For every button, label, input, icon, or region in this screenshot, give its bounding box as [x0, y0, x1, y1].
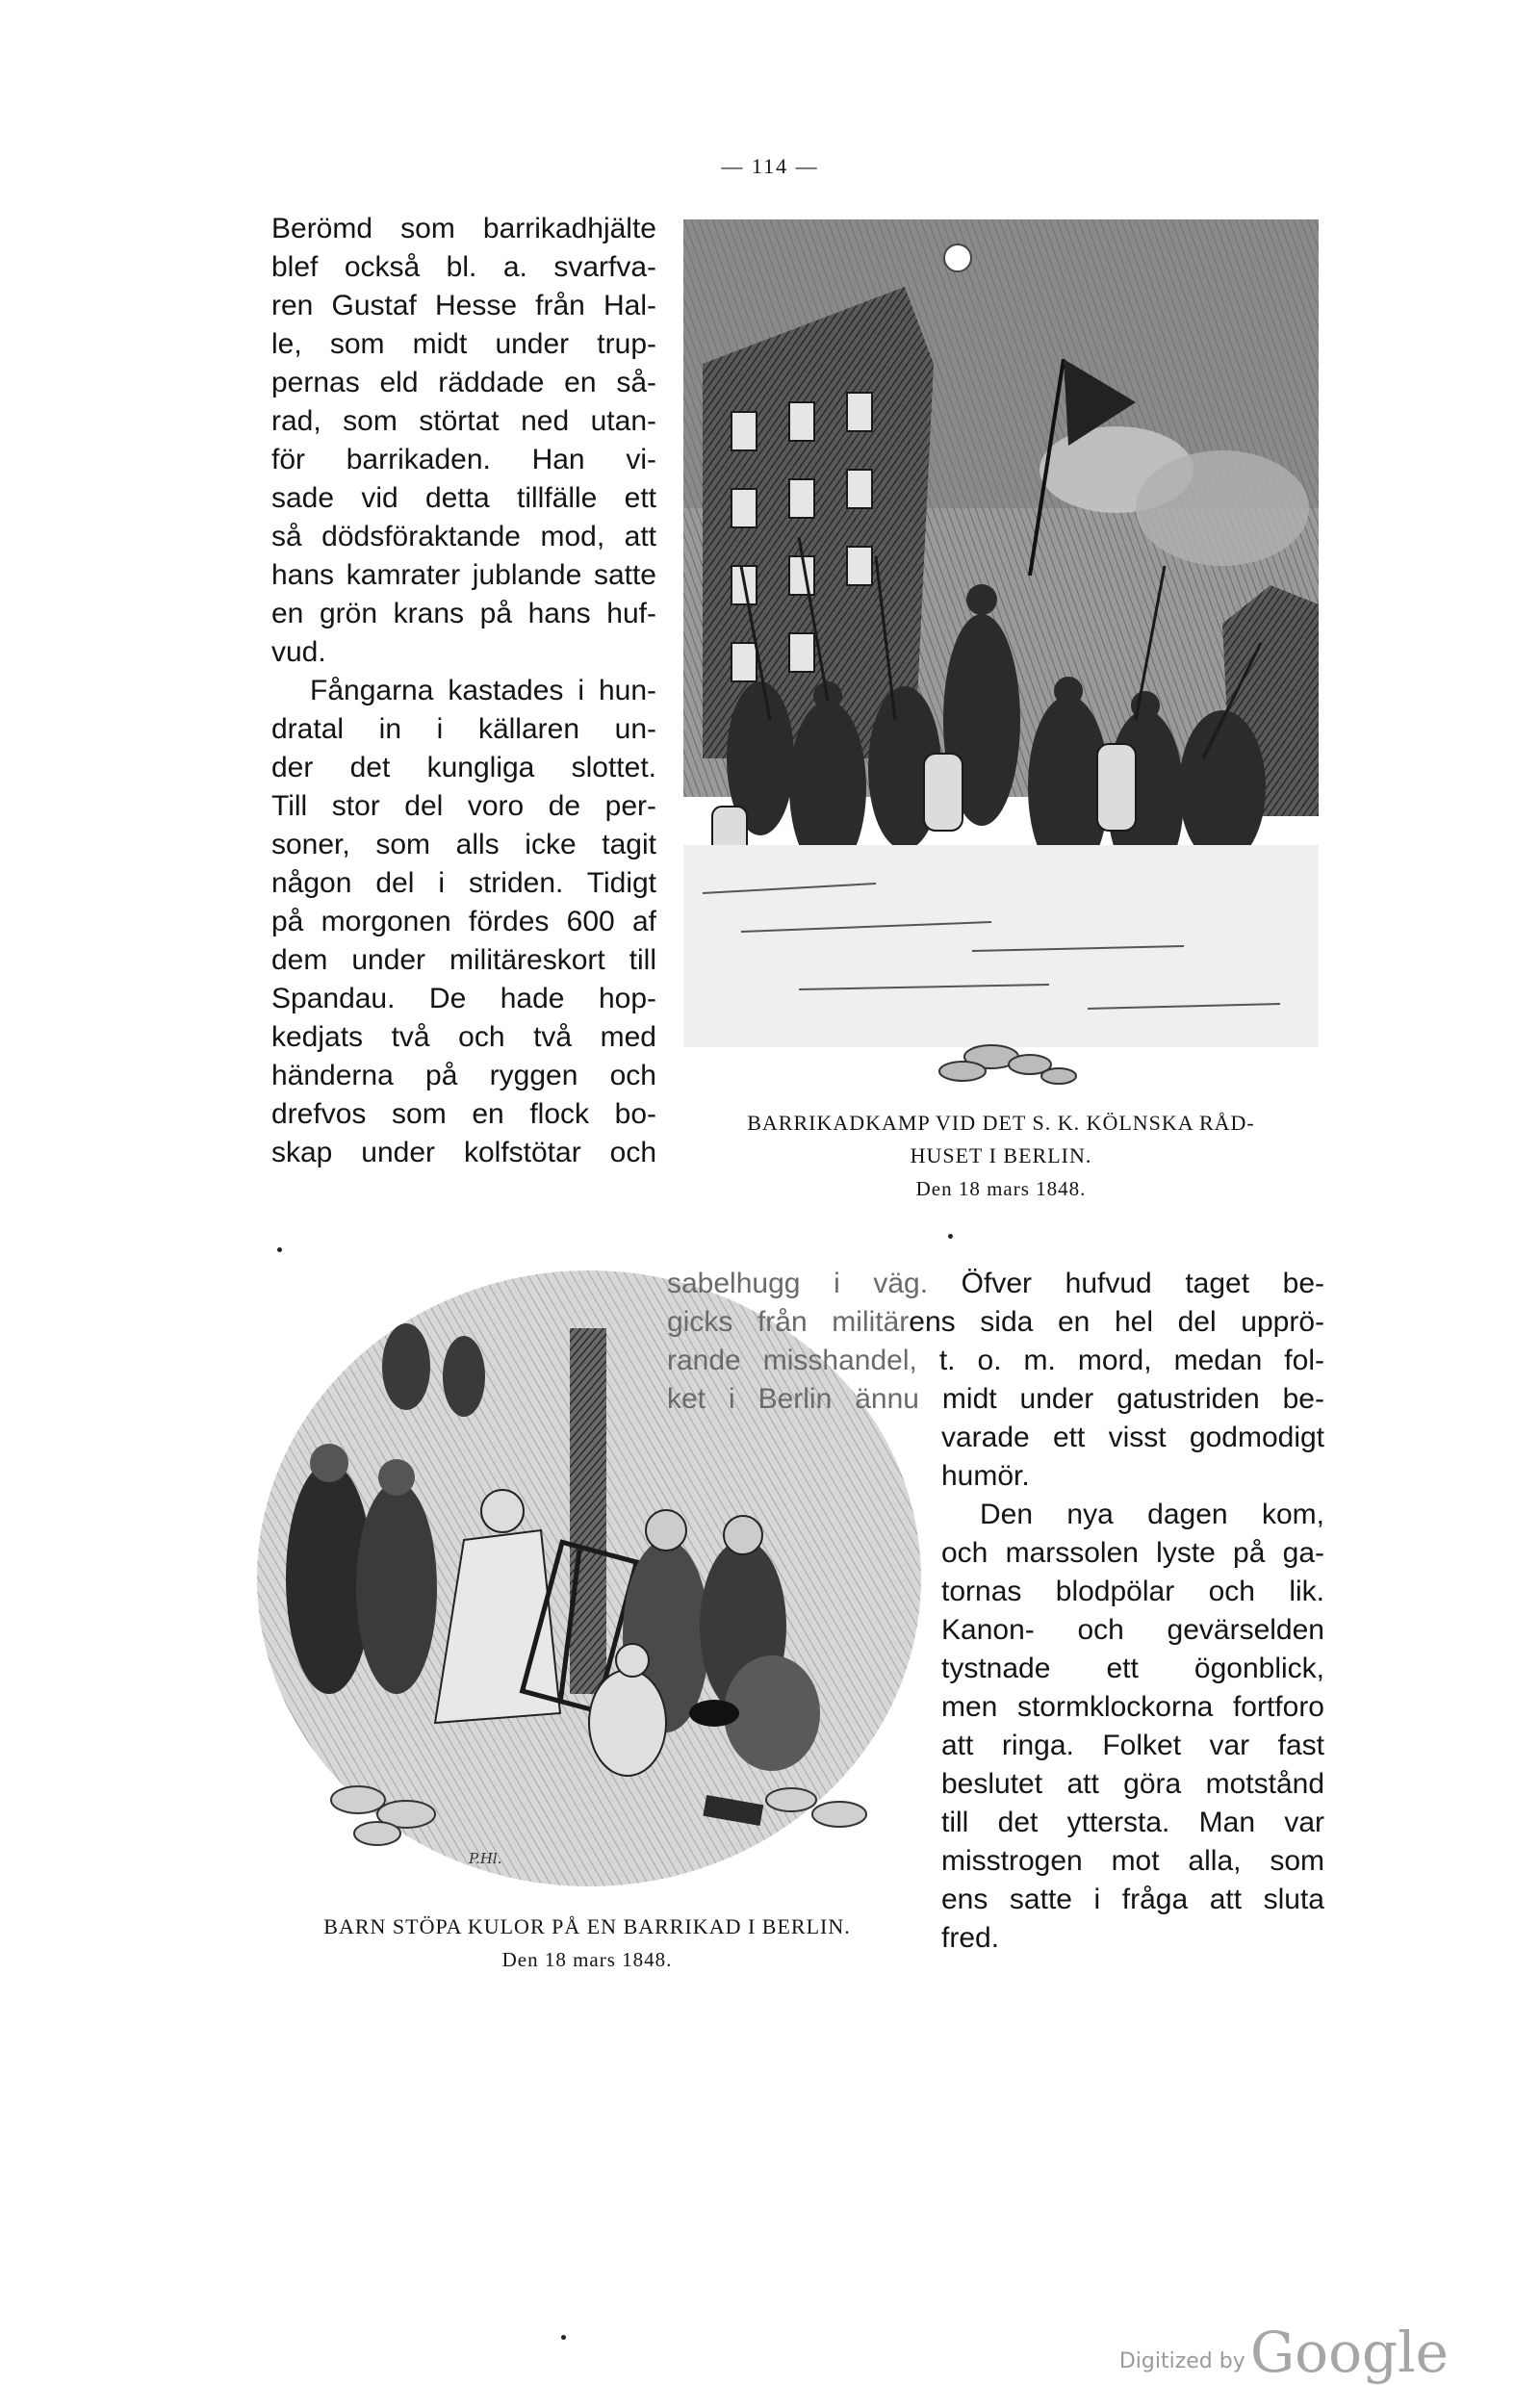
figure-caption-bottom — [260, 1911, 914, 1976]
text-line: Spandau. De hade hop- — [271, 983, 656, 1014]
text-line: Kanon- och gevärselden — [941, 1614, 1324, 1646]
text-fragment: midt under gatustriden be- — [918, 1383, 1324, 1415]
text-line: ens satte i fråga att sluta — [941, 1884, 1324, 1915]
text-line: på morgonen fördes 600 af — [271, 906, 656, 937]
text-line: Fångarna kastades i hun- — [310, 675, 656, 706]
text-fragment: ens sida en hel del upprö- — [909, 1306, 1324, 1338]
text-line: blef också bl. a. svarfva- — [271, 251, 656, 283]
text-line: Till stor del voro de per- — [271, 790, 656, 822]
text-fragment-faded: gicks från militär — [667, 1306, 910, 1338]
text-line: soner, som alls icke tagit — [271, 829, 656, 860]
text-fragment: Öfver hufvud taget be- — [928, 1268, 1325, 1299]
text-line: men stormklockorna fortforo — [941, 1691, 1324, 1723]
text-fragment-faded: rande misshandel, — [667, 1345, 917, 1376]
text-line: för barrikaden. Han vi- — [271, 444, 656, 475]
text-line: händerna på ryggen och — [271, 1060, 656, 1091]
text-line: varade ett visst godmodigt — [941, 1422, 1324, 1453]
text-line: och marssolen lyste på ga- — [941, 1537, 1324, 1569]
right-text-column — [941, 1419, 1324, 1958]
caption-title-continued: HUSET I BERLIN. — [910, 1143, 1092, 1167]
text-line: dratal in i källaren un- — [271, 713, 656, 745]
text-fragment-faded: ket i Berlin ännu — [667, 1383, 919, 1415]
text-line: drefvos som en flock bo- — [271, 1098, 656, 1130]
text-line: en grön krans på hans huf- — [271, 598, 656, 629]
text-line: dem under militäreskort till — [271, 944, 656, 976]
text-line — [667, 1380, 1324, 1419]
scan-speck — [561, 2335, 566, 2340]
text-line: beslutet att göra motstånd — [941, 1768, 1324, 1800]
text-line: att ringa. Folket var fast — [941, 1730, 1324, 1761]
figure-caption-top — [674, 1107, 1328, 1205]
text-line: tornas blodpölar och lik. — [941, 1576, 1324, 1607]
text-line: någon del i striden. Tidigt — [271, 867, 656, 899]
text-line: skap under kolfstötar och — [271, 1137, 656, 1168]
text-line: vud. — [271, 636, 326, 668]
text-line — [667, 1342, 1324, 1380]
text-line: så dödsföraktande mod, att — [271, 521, 656, 552]
caption-title: BARRIKADKAMP VID DET S. K. KÖLNSKA RÅD- — [747, 1111, 1255, 1135]
text-line: humör. — [941, 1460, 1030, 1492]
scan-speck — [277, 1247, 282, 1252]
text-line: Berömd som barrikadhjälte — [271, 213, 656, 244]
text-line: sade vid detta tillfälle ett — [271, 482, 656, 514]
watermark-prefix: Digitized by — [1118, 2349, 1245, 2373]
text-line: der det kungliga slottet. — [271, 752, 656, 783]
text-line: ren Gustaf Hesse från Hal- — [271, 290, 656, 321]
artist-signature: P.Hl. — [469, 1850, 502, 1867]
text-fragment: t. o. m. mord, medan fol- — [916, 1345, 1324, 1376]
left-text-column — [271, 210, 656, 1172]
text-line: Den nya dagen kom, — [980, 1499, 1324, 1530]
digitized-by-google-watermark — [1119, 2320, 1449, 2385]
text-line: kedjats två och två med — [271, 1021, 656, 1053]
barricade-illustration — [683, 219, 1319, 1086]
text-fragment-faded: sabelhugg i väg. — [667, 1268, 929, 1299]
caption-date: Den 18 mars 1848. — [915, 1177, 1087, 1200]
text-line: hans kamrater jublande satte — [271, 559, 656, 591]
scan-speck — [948, 1234, 953, 1239]
text-line: le, som midt under trup- — [271, 328, 656, 360]
text-line: rad, som störtat ned utan- — [271, 405, 656, 437]
page-number: — 114 — — [721, 154, 819, 178]
text-line: pernas eld räddade en så- — [271, 367, 656, 398]
google-logo: Google — [1249, 2320, 1449, 2385]
text-line: till det yttersta. Man var — [941, 1807, 1324, 1838]
text-line: fred. — [941, 1922, 1000, 1954]
right-text-wrap-block — [667, 1265, 1324, 1419]
text-line — [667, 1303, 1324, 1342]
caption-date: Den 18 mars 1848. — [501, 1948, 673, 1971]
text-line: tystnade ett ögonblick, — [941, 1653, 1324, 1684]
text-line: misstrogen mot alla, som — [941, 1845, 1324, 1877]
text-line — [667, 1265, 1324, 1303]
caption-title: BARN STÖPA KULOR PÅ EN BARRIKAD I BERLIN. — [323, 1914, 851, 1938]
